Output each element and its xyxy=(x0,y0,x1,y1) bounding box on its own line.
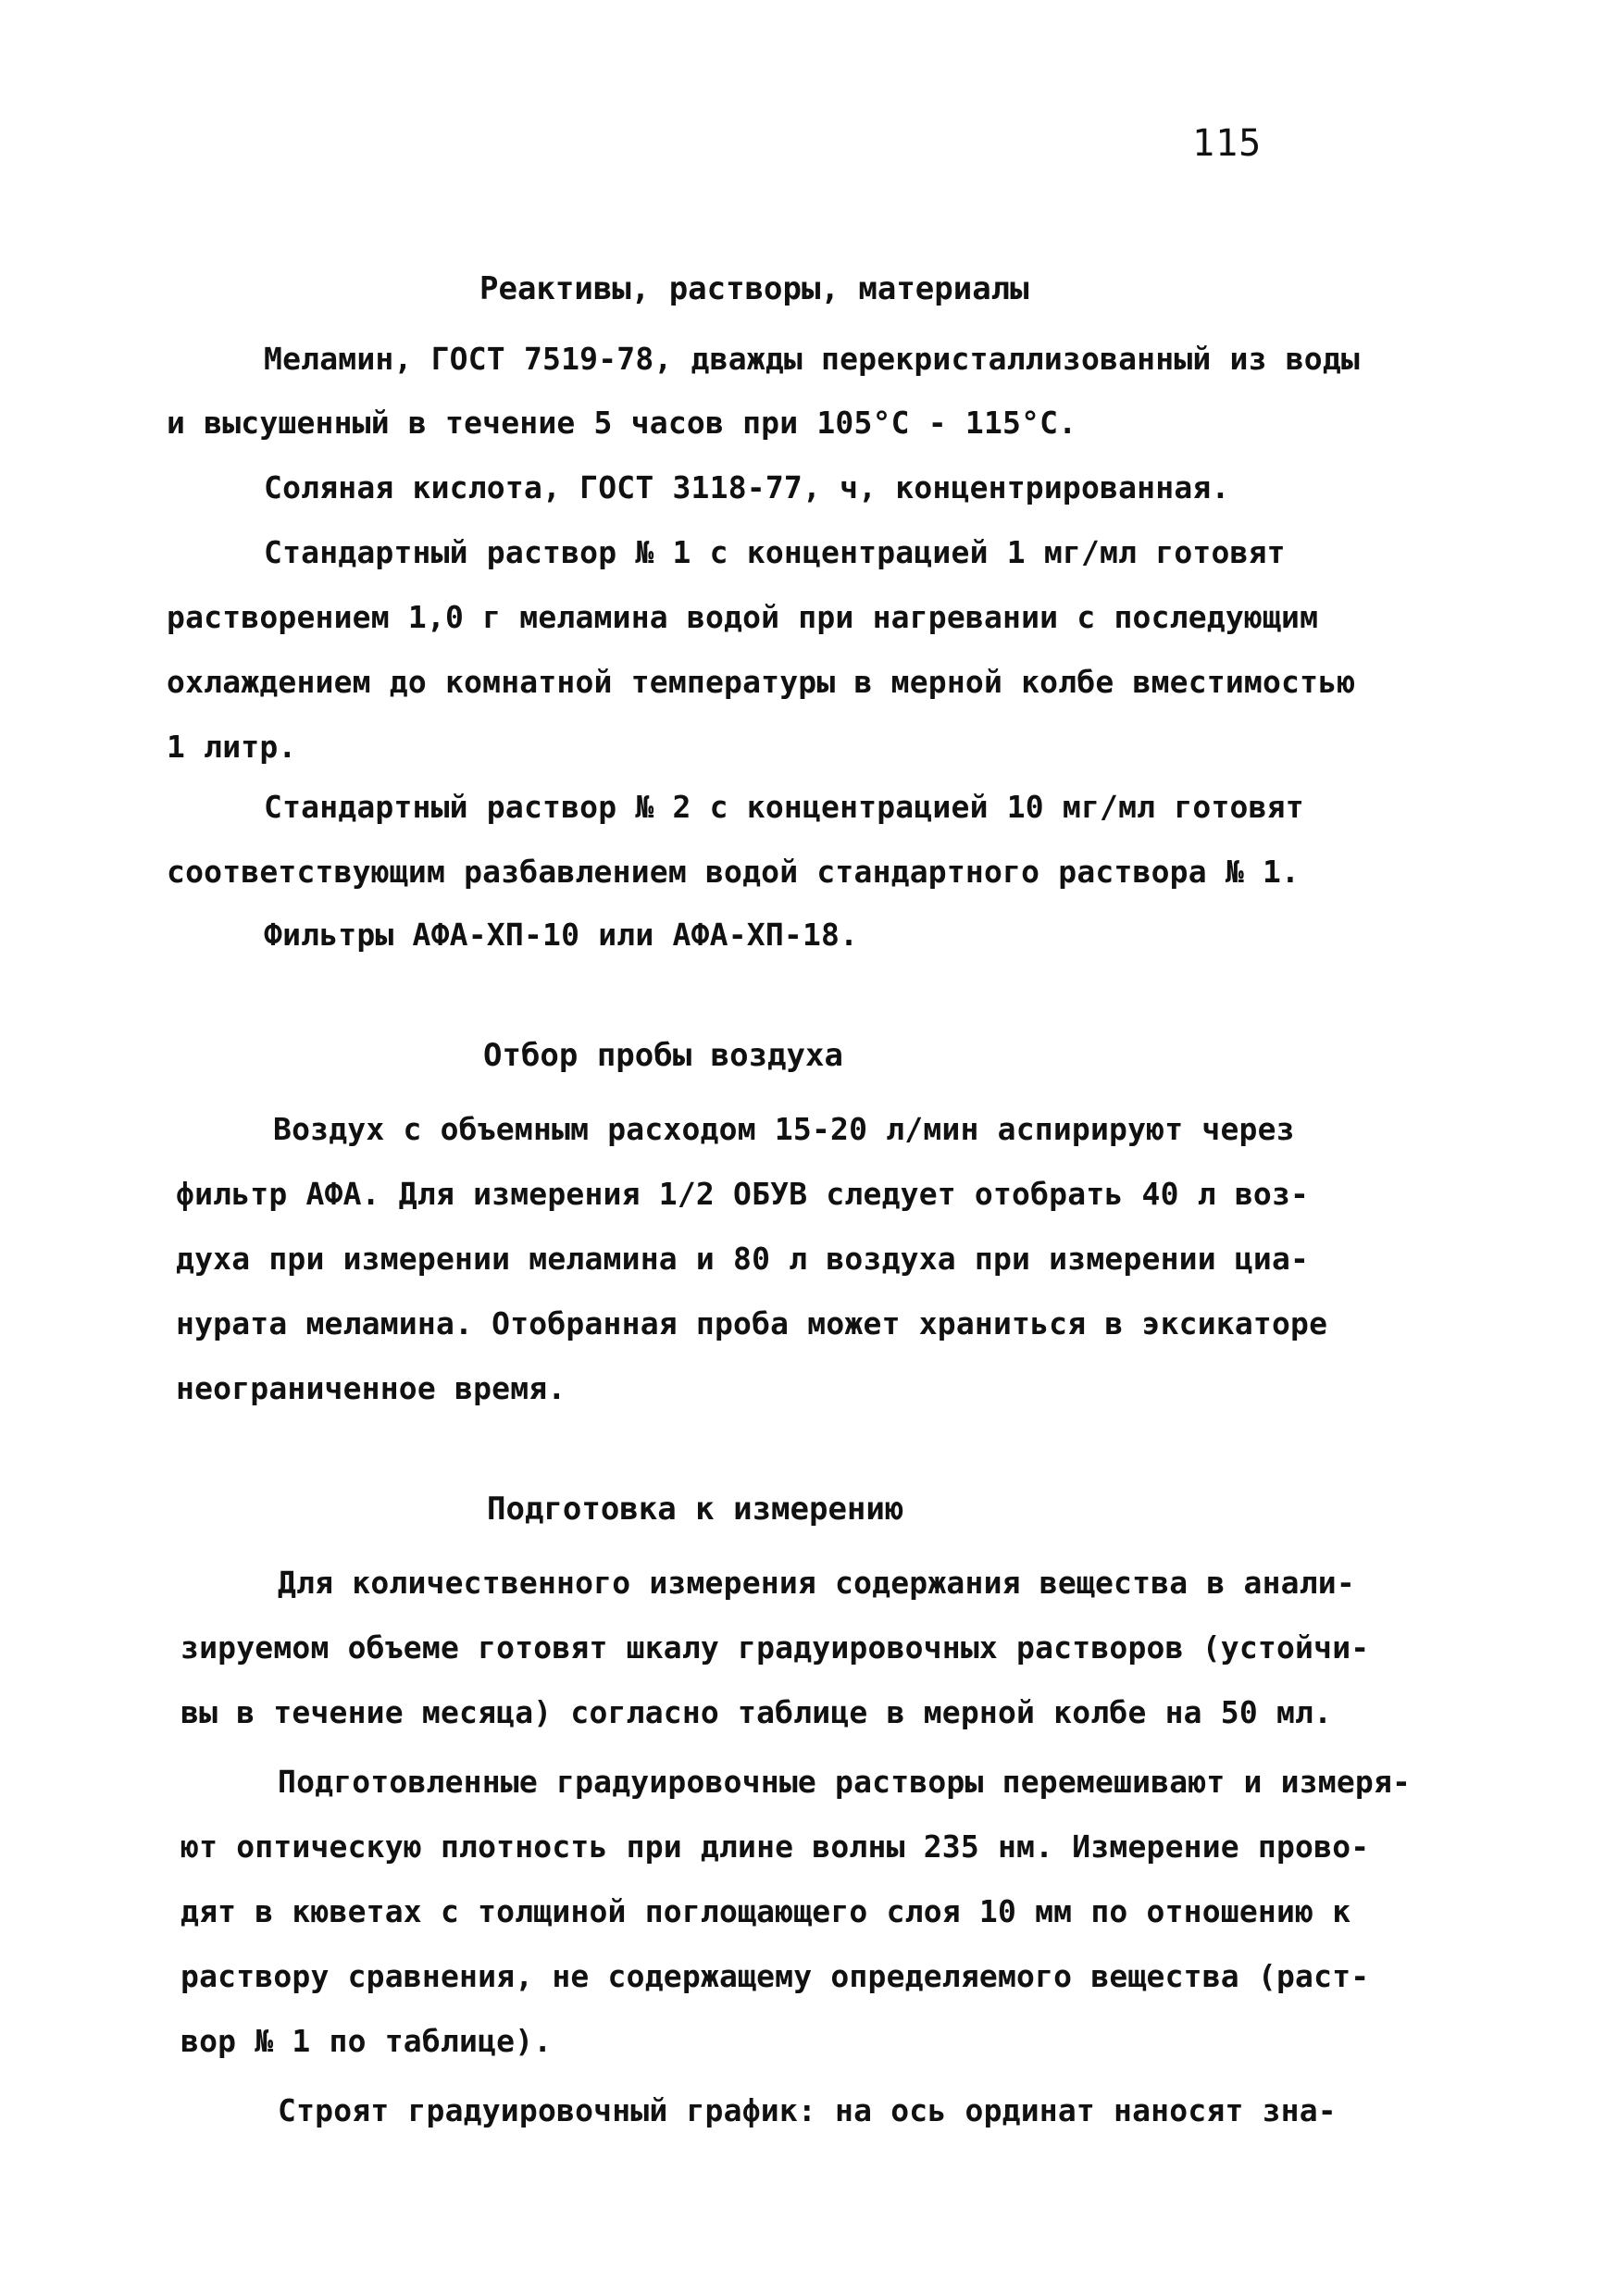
text-line: Воздух с объемным расходом 15-20 л/мин аспирируют через xyxy=(273,1111,1295,1147)
text-line: зируемом объеме готовят шкалу градуировочных растворов (устойчи- xyxy=(180,1629,1370,1666)
text-line: дят в кюветах с толщиной поглощающего слоя 10 мм по отношению к xyxy=(180,1893,1351,1929)
page-number: 115 xyxy=(1192,122,1263,165)
text-line: Строят градуировочный график: на ось ординат наносят зна- xyxy=(278,2092,1337,2128)
text-line: Меламин, ГОСТ 7519-78, дважды перекристаллизованный из воды xyxy=(264,341,1360,377)
text-line: Фильтры АФА-ХП-10 или АФА-ХП-18. xyxy=(264,917,859,953)
text-line: охлаждением до комнатной температуры в мерной колбе вместимостью xyxy=(167,664,1356,700)
section-title-preparation: Подготовка к измерению xyxy=(487,1491,904,1528)
text-line: вор № 1 по таблице). xyxy=(180,2023,553,2059)
text-line: раствору сравнения, не содержащему определяемого вещества (раст- xyxy=(180,1958,1370,1994)
text-line: фильтр АФА. Для измерения 1/2 ОБУВ следует отобрать 40 л воз- xyxy=(176,1176,1310,1212)
text-line: Для количественного измерения содержания вещества в анали- xyxy=(278,1565,1355,1601)
text-line: ют оптическую плотность при длине волны 235 нм. Измерение прово- xyxy=(180,1828,1370,1865)
text-line: Стандартный раствор № 2 с концентрацией 10 мг/мл готовят xyxy=(264,789,1304,825)
text-line: растворением 1,0 г меламина водой при нагревании с последующим xyxy=(167,599,1319,635)
text-line: Соляная кислота, ГОСТ 3118-77, ч, концентрированная. xyxy=(264,469,1230,505)
text-line: соответствующим разбавлением водой стандартного раствора № 1. xyxy=(167,854,1301,890)
text-line: нурата меламина. Отобранная проба может храниться в эксикаторе xyxy=(176,1305,1328,1341)
text-line: вы в течение месяца) согласно таблице в мерной колбе на 50 мл. xyxy=(180,1694,1333,1730)
text-line: неограниченное время. xyxy=(176,1370,566,1406)
text-line: Стандартный раствор № 1 с концентрацией 1 мг/мл готовят xyxy=(264,534,1286,570)
section-title-sampling: Отбор пробы воздуха xyxy=(483,1037,843,1074)
text-line: Подготовленные градуировочные растворы перемешивают и измеря- xyxy=(278,1764,1412,1800)
section-title-reagents: Реактивы, растворы, материалы xyxy=(479,270,1029,307)
text-line: духа при измерении меламина и 80 л воздуха при измерении циа- xyxy=(176,1241,1310,1277)
text-line: и высушенный в течение 5 часов при 105°С - 115°С. xyxy=(167,405,1077,441)
text-line: 1 литр. xyxy=(167,729,297,765)
